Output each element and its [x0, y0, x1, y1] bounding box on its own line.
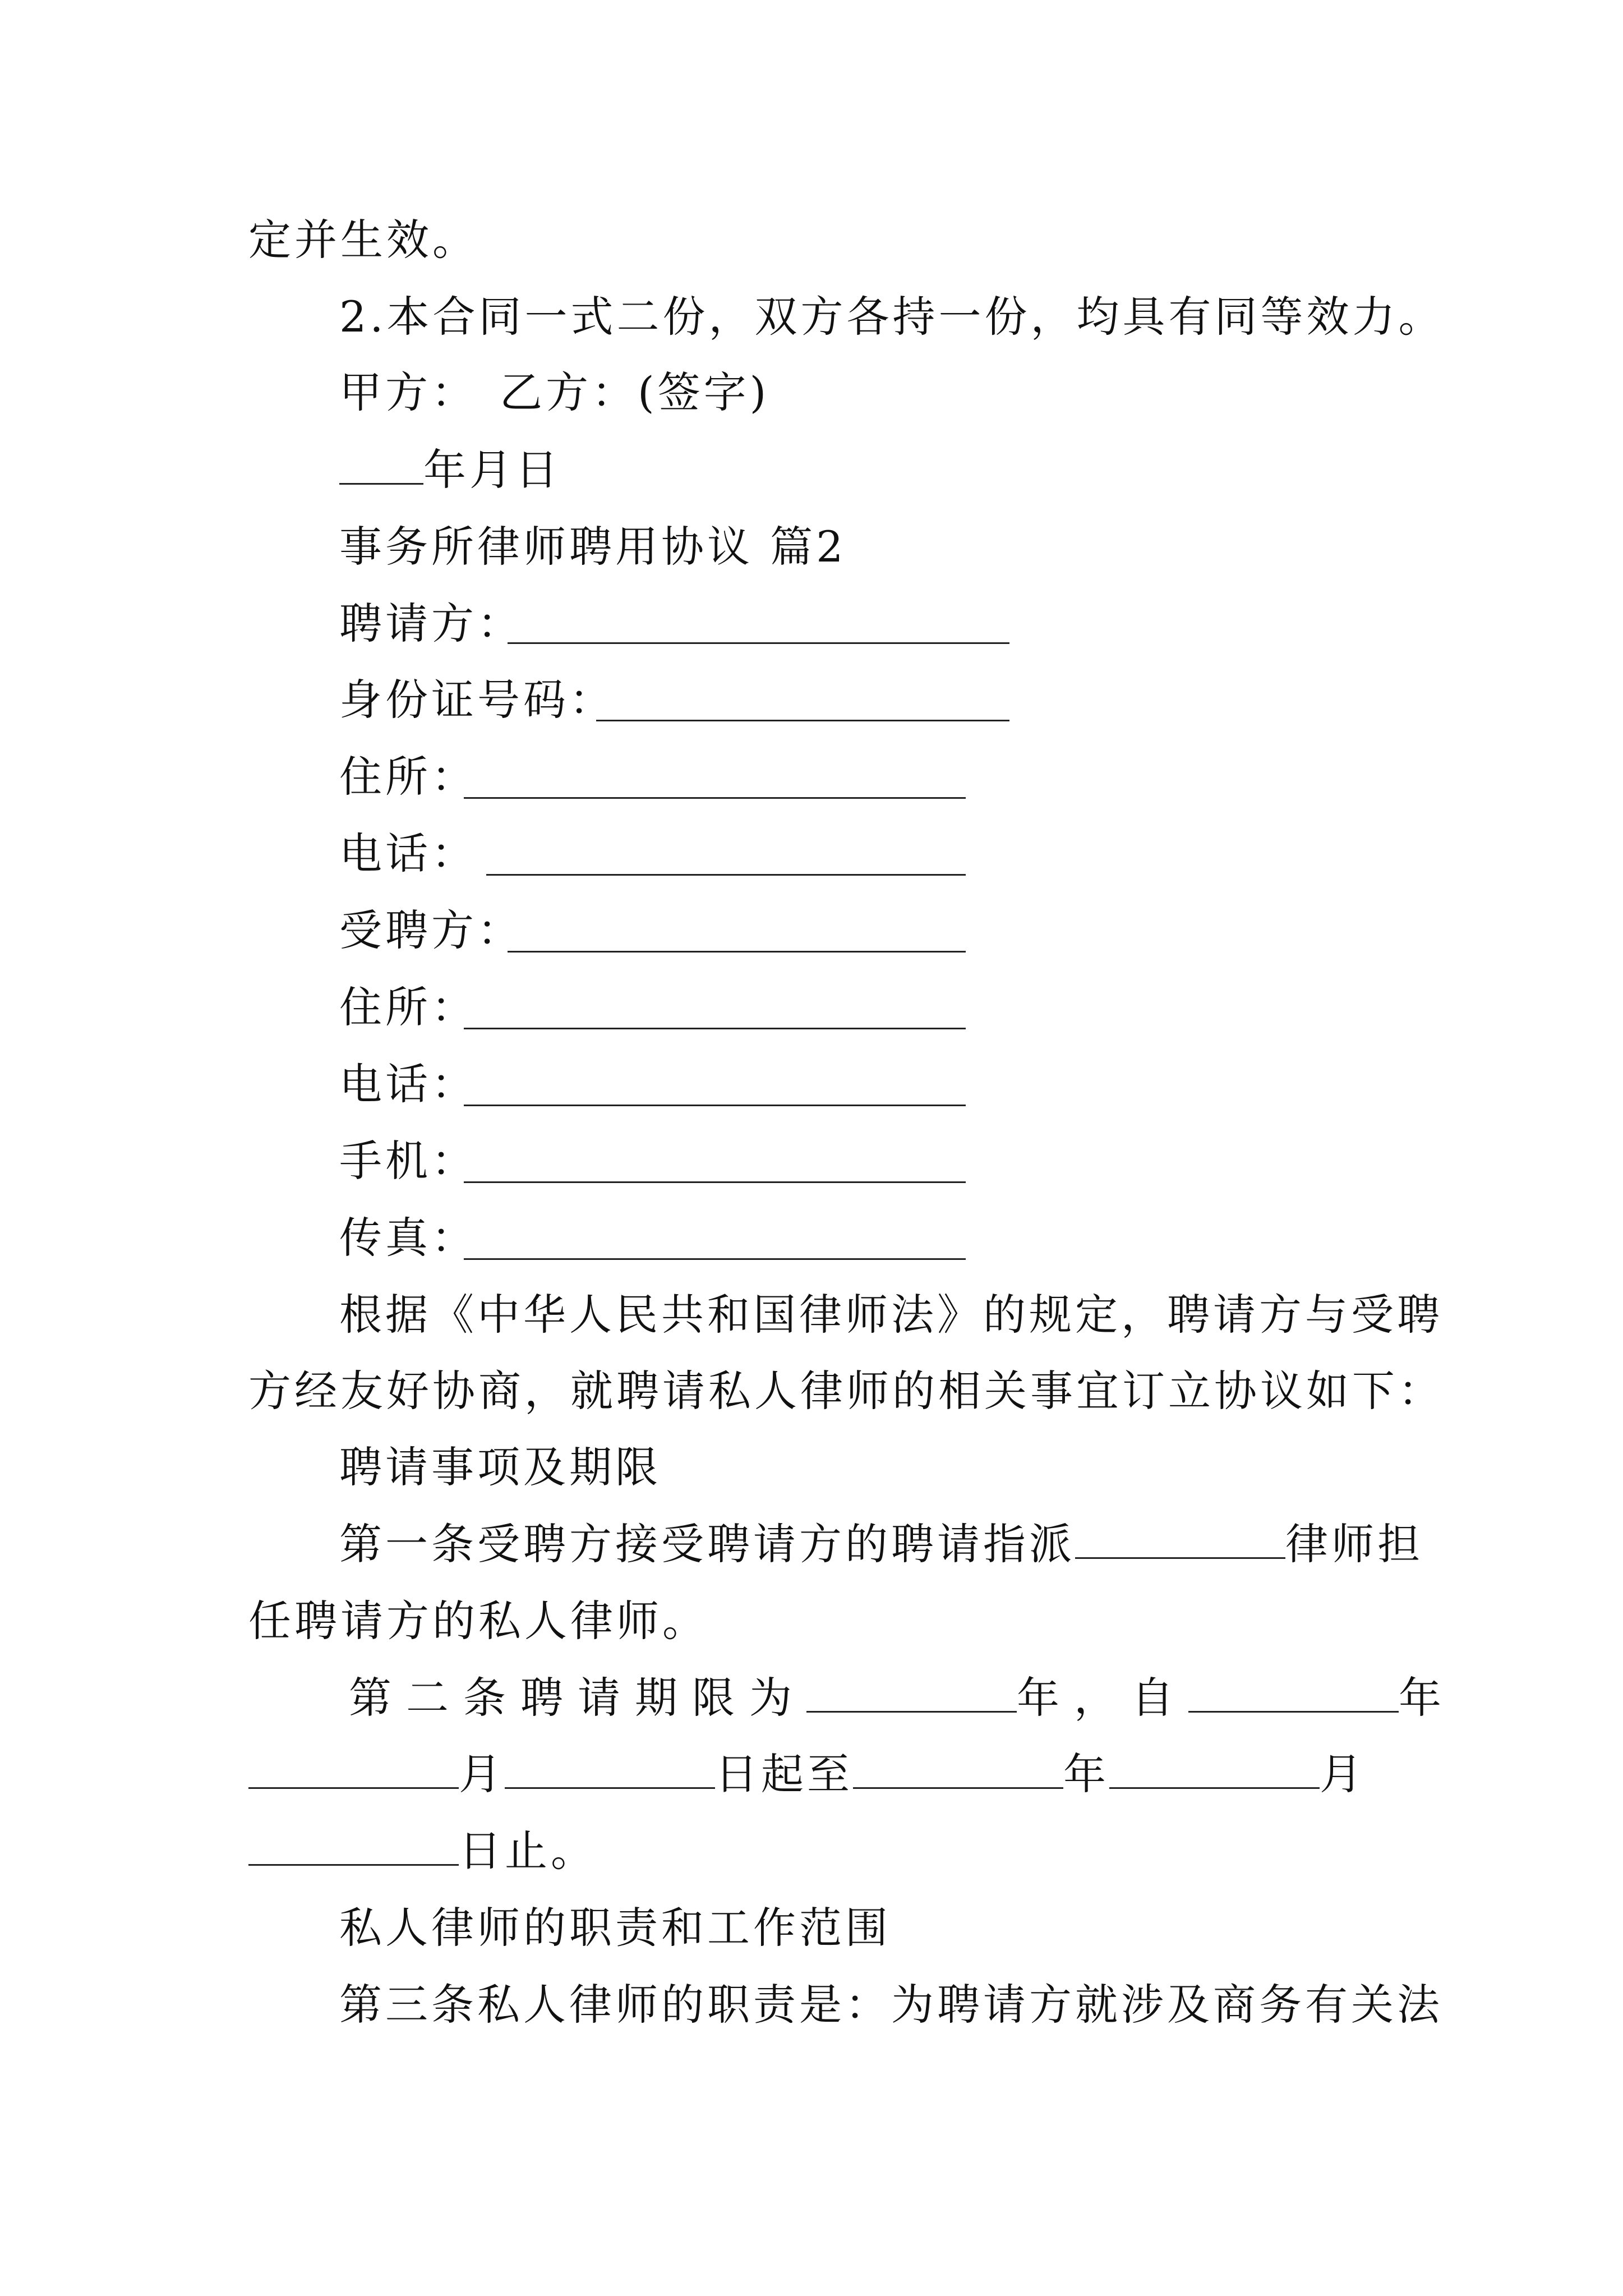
- employee-input[interactable]: [508, 951, 966, 953]
- phone-2-input[interactable]: [464, 1105, 966, 1106]
- fax-input[interactable]: [464, 1258, 966, 1260]
- article-2-line-3: [248, 1823, 597, 1879]
- date-suffix: 年月日: [423, 445, 561, 495]
- end-day-blank[interactable]: [248, 1830, 459, 1866]
- intro-line-1: 根据《中华人民共和国律师法》的规定，聘请方与受聘: [339, 1290, 1443, 1340]
- party-a-label: 甲方：: [339, 367, 477, 417]
- section-heading-1: 聘请事项及期限: [339, 1442, 661, 1492]
- employer-input[interactable]: [508, 642, 1009, 644]
- field-id-number: [339, 672, 615, 728]
- start-year-blank[interactable]: [1188, 1677, 1399, 1713]
- article-2-line-2: [248, 1746, 1366, 1802]
- field-label: 电话：: [339, 829, 477, 878]
- end-year-blank[interactable]: [853, 1754, 1063, 1789]
- field-address-2: [339, 979, 477, 1036]
- field-mobile: [339, 1133, 477, 1189]
- term-years-blank[interactable]: [806, 1677, 1017, 1713]
- article-2-month-label: 月: [459, 1749, 505, 1799]
- address-1-input[interactable]: [464, 797, 966, 799]
- field-employer: [339, 596, 523, 652]
- article-2-year-end-label: 年: [1063, 1749, 1109, 1799]
- field-label: 手机：: [339, 1136, 477, 1186]
- paragraph-end: 定并生效。: [248, 215, 478, 265]
- field-label: 身份证号码：: [339, 675, 615, 725]
- article-3-line-1: 第三条私人律师的职责是：为聘请方就涉及商务有关法: [339, 1980, 1443, 2030]
- clause-2: 2.本合同一式二份，双方各持一份，均具有同等效力。: [339, 292, 1445, 342]
- date-line: [339, 442, 561, 498]
- field-employee: [339, 903, 523, 959]
- address-2-input[interactable]: [464, 1028, 966, 1029]
- article-2-day-end: 日止。: [459, 1826, 597, 1876]
- article-2-year-label: 年: [1399, 1673, 1445, 1723]
- agreement-title: 事务所律师聘用协议 篇2: [339, 522, 847, 572]
- id-number-input[interactable]: [596, 720, 1009, 721]
- article-1-text-end: 律师担: [1285, 1519, 1423, 1569]
- article-1-line-2: 任聘请方的私人律师。: [248, 1596, 708, 1646]
- field-address-1: [339, 749, 477, 805]
- start-month-blank[interactable]: [248, 1754, 459, 1789]
- start-day-blank[interactable]: [505, 1754, 715, 1789]
- field-label: 住所：: [339, 752, 477, 802]
- signature-line: [339, 365, 769, 421]
- intro-line-2: 方经友好协商，就聘请私人律师的相关事宜订立协议如下：: [248, 1366, 1444, 1416]
- article-2-text: 第二条聘请期限为: [349, 1673, 806, 1723]
- section-heading-2: 私人律师的职责和工作范围: [339, 1903, 891, 1953]
- lawyer-name-blank[interactable]: [1075, 1524, 1285, 1559]
- field-label: 电话：: [339, 1059, 477, 1109]
- article-2-year-from: 年，自: [1017, 1673, 1188, 1723]
- field-label: 受聘方：: [339, 905, 523, 955]
- end-month-blank[interactable]: [1109, 1754, 1320, 1789]
- party-b-label: 乙方：(签字): [500, 367, 770, 417]
- field-fax: [339, 1210, 477, 1266]
- field-label: 聘请方：: [339, 599, 523, 648]
- field-phone-1: [339, 826, 477, 882]
- article-2-month-end-label: 月: [1320, 1749, 1366, 1799]
- field-phone-2: [339, 1056, 477, 1112]
- article-2-day-from: 日起至: [715, 1749, 853, 1799]
- field-label: 住所：: [339, 982, 477, 1032]
- article-1-text: 第一条受聘方接受聘请方的聘请指派: [339, 1519, 1075, 1569]
- article-2-line-1: [349, 1670, 1445, 1726]
- phone-1-input[interactable]: [486, 874, 966, 876]
- article-1-line-1: [339, 1516, 1423, 1572]
- field-label: 传真：: [339, 1213, 477, 1263]
- mobile-input[interactable]: [464, 1181, 966, 1183]
- year-blank[interactable]: [339, 449, 423, 485]
